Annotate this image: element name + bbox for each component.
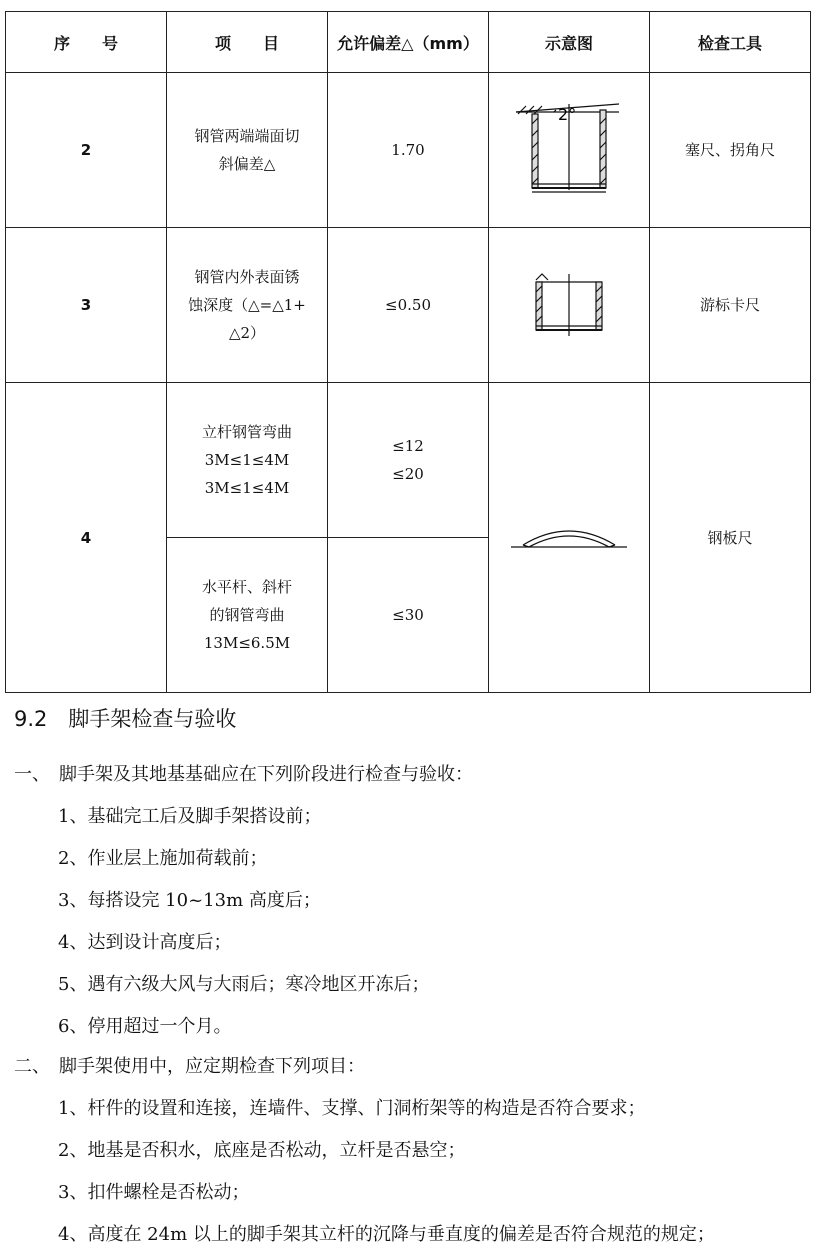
col-header-no: 序 号 [6, 12, 167, 73]
row-number: 3 [6, 228, 167, 383]
pipe-bending-diagram [489, 383, 650, 693]
col-header-tool: 检查工具 [650, 12, 811, 73]
col-header-tolerance: 允许偏差△（mm） [328, 12, 489, 73]
list-item: 4、高度在 24m 以上的脚手架其立杆的沉降与垂直度的偏差是否符合规范的规定； [58, 1224, 715, 1245]
list-item: 1、基础完工后及脚手架搭设前； [58, 806, 322, 827]
pipe-corrosion-diagram [489, 228, 650, 383]
table-row [6, 383, 811, 538]
row-number: 4 [6, 383, 167, 693]
part2-heading: 二、 脚手架使用中，应定期检查下列项目： [14, 1056, 365, 1077]
table-header-row [6, 12, 811, 73]
row-tool: 塞尺、拐角尺 [650, 73, 811, 228]
angle-label: 2° [558, 105, 577, 124]
row-tolerance: 1.70 [328, 73, 489, 228]
tolerance-table [5, 11, 811, 693]
table-row [6, 228, 811, 383]
row-tolerance: ≤30 [328, 538, 489, 693]
list-item: 4、达到设计高度后； [58, 932, 232, 953]
row-item: 水平杆、斜杆 的钢管弯曲 13M≤6.5M [167, 538, 328, 693]
row-tolerance: ≤0.50 [328, 228, 489, 383]
section-title: 9.2 脚手架检查与验收 [14, 707, 237, 731]
pipe-end-bevel-diagram [489, 73, 650, 228]
list-item: 3、扣件螺栓是否松动； [58, 1182, 250, 1203]
row-item: 钢管两端端面切 斜偏差△ [167, 73, 328, 228]
part1-heading: 一、 脚手架及其地基基础应在下列阶段进行检查与验收： [14, 764, 473, 785]
row-number: 2 [6, 73, 167, 228]
list-item: 6、停用超过一个月。 [58, 1016, 232, 1037]
list-item: 5、遇有六级大风与大雨后；寒冷地区开冻后； [58, 974, 430, 995]
table-row [6, 73, 811, 228]
row-item: 钢管内外表面锈 蚀深度（△=△1+ △2） [167, 228, 328, 383]
list-item: 1、杆件的设置和连接，连墙件、支撑、门洞桁架等的构造是否符合要求； [58, 1098, 646, 1119]
row-tolerance: ≤12 ≤20 [328, 383, 489, 538]
list-item: 3、每搭设完 10~13m 高度后； [58, 890, 321, 911]
col-header-diagram: 示意图 [489, 12, 650, 73]
col-header-item: 项 目 [167, 12, 328, 73]
row-item: 立杆钢管弯曲 3M≤1≤4M 3M≤1≤4M [167, 383, 328, 538]
list-item: 2、地基是否积水，底座是否松动，立杆是否悬空； [58, 1140, 466, 1161]
list-item: 2、作业层上施加荷载前； [58, 848, 268, 869]
row-tool: 钢板尺 [650, 383, 811, 693]
row-tool: 游标卡尺 [650, 228, 811, 383]
